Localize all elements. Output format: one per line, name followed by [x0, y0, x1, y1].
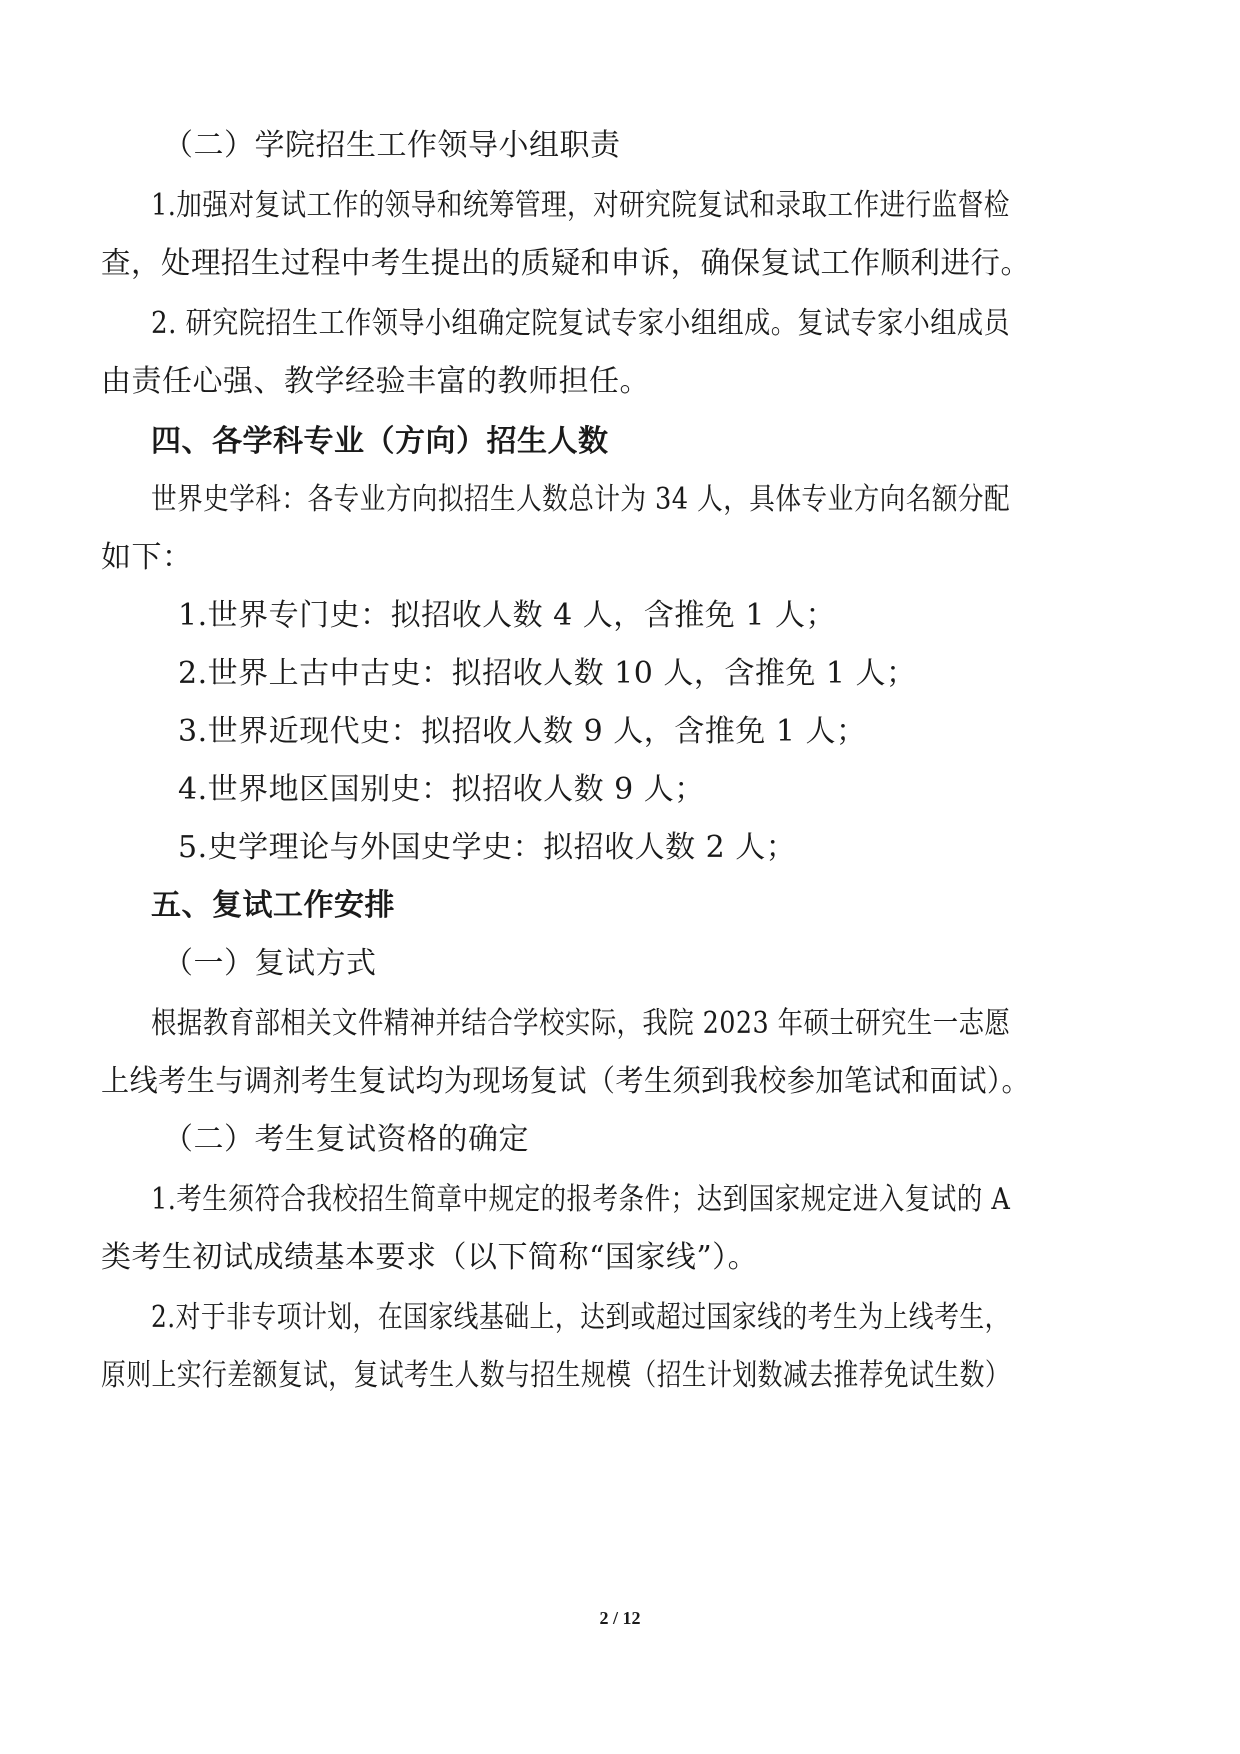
- paragraph-line: 1.考生须符合我校招生简章中规定的报考条件；达到国家规定进入复试的 A: [151, 1182, 1011, 1217]
- paragraph-line: 2.对于非专项计划，在国家线基础上，达到或超过国家线的考生为上线考生，: [151, 1300, 1010, 1335]
- subsection-title-retest-method: （一）复试方式: [163, 946, 377, 981]
- paragraph-line: 由责任心强、教学经验丰富的教师担任。: [101, 364, 650, 399]
- list-item: 5.史学理论与外国史学史：拟招收人数 2 人；: [178, 830, 797, 865]
- list-item: 1.世界专门史：拟招收人数 4 人，含推免 1 人；: [178, 598, 836, 633]
- paragraph-line: 原则上实行差额复试，复试考生人数与招生规模（招生计划数减去推荐免试生数）: [101, 1358, 1011, 1393]
- paragraph-line: 如下：: [101, 540, 193, 575]
- section-heading-enrollment-numbers: 四、各学科专业（方向）招生人数: [151, 424, 609, 459]
- paragraph-line: 1.加强对复试工作的领导和统筹管理，对研究院复试和录取工作进行监督检: [151, 188, 1010, 223]
- page-number: 2 / 12: [599, 1608, 641, 1628]
- paragraph-line: 查，处理招生过程中考生提出的质疑和申诉，确保复试工作顺利进行。: [101, 246, 1031, 281]
- subsection-title-retest-eligibility: （二）考生复试资格的确定: [163, 1122, 529, 1157]
- subsection-title-leadership-duties: （二）学院招生工作领导小组职责: [163, 128, 621, 163]
- paragraph-line: 2. 研究院招生工作领导小组确定院复试专家小组组成。复试专家小组成员: [151, 306, 1011, 341]
- paragraph-line: 世界史学科：各专业方向拟招生人数总计为 34 人，具体专业方向名额分配: [151, 482, 1011, 517]
- paragraph-line: 根据教育部相关文件精神并结合学校实际，我院 2023 年硕士研究生一志愿: [151, 1006, 1011, 1041]
- list-item: 2.世界上古中古史：拟招收人数 10 人，含推免 1 人；: [178, 656, 917, 691]
- paragraph-line: 上线考生与调剂考生复试均为现场复试（考生须到我校参加笔试和面试）。: [101, 1064, 1031, 1099]
- section-heading-retest-arrangements: 五、复试工作安排: [151, 888, 395, 923]
- paragraph-line: 类考生初试成绩基本要求（以下简称“国家线”）。: [101, 1240, 759, 1275]
- list-item: 4.世界地区国别史：拟招收人数 9 人；: [178, 772, 705, 807]
- list-item: 3.世界近现代史：拟招收人数 9 人，含推免 1 人；: [178, 714, 867, 749]
